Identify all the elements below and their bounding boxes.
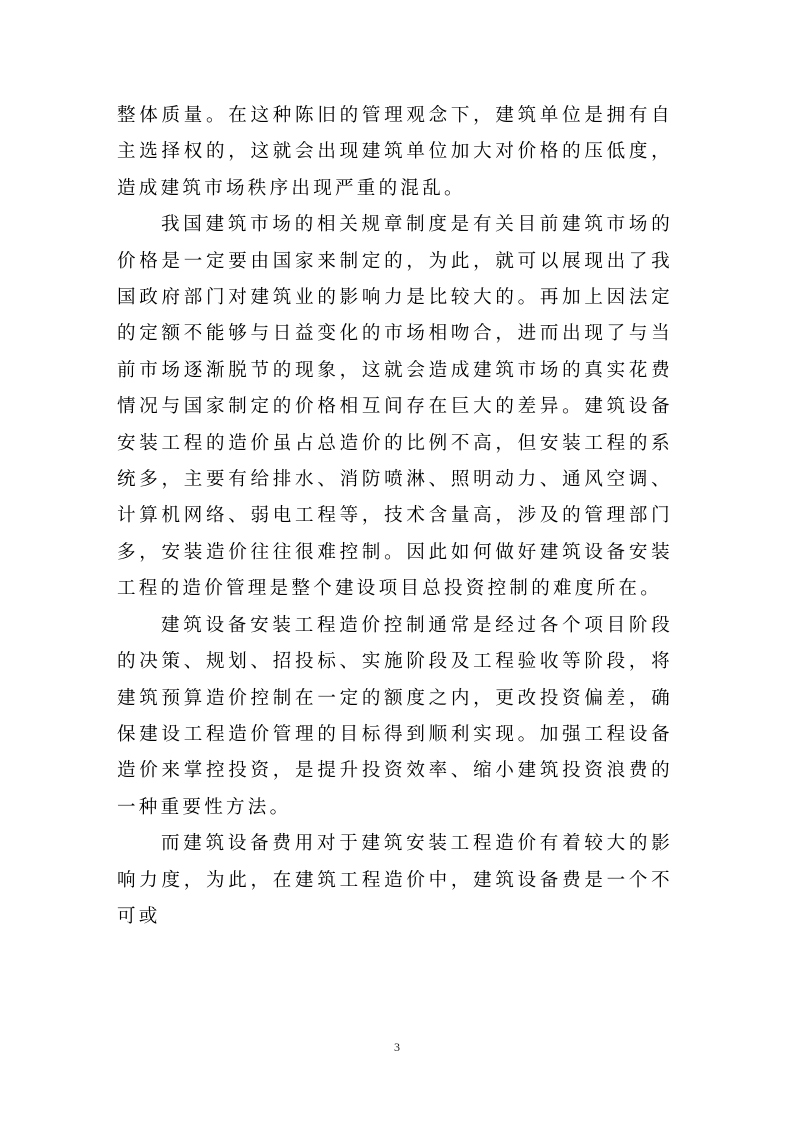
page-number: 3: [394, 1040, 400, 1054]
paragraph-continuation: 整体质量。在这种陈旧的管理观念下，建筑单位是拥有自主选择权的，这就会出现建筑单位加大对价格的压低度，造成建筑市场秩序出现严重的混乱。: [117, 105, 673, 199]
paragraph-equipment-cost: 而建筑设备费用对于建筑安装工程造价有着较大的影响力度，为此，在建筑工程造价中，建筑设备费是一个不可或: [117, 833, 673, 927]
paragraph-price-regulation: 我国建筑市场的相关规章制度是有关目前建筑市场的价格是一定要由国家来制定的，为此，就可以展现出了我国政府部门对建筑业的影响力是比较大的。再加上因法定的定额不能够与日益变化的市场相吻合，进而出现了与当前市场逐渐脱节的现象，这就会造成建筑市场的真实花费情况与国家制定的价格相互间存在巨大的差异。建筑设备安装工程的造价虽占总造价的比例不高，但安装工程的系统多，主要有给排水、消防喷淋、照明动力、通风空调、计算机网络、弱电工程等，技术含量高，涉及的管理部门多，安装造价往往很难控制。因此如何做好建筑设备安装工程的造价管理是整个建设项目总投资控制的难度所在。: [117, 214, 673, 600]
body-text: [117, 98, 673, 935]
paragraph-cost-control: 建筑设备安装工程造价控制通常是经过各个项目阶段的决策、规划、招投标、实施阶段及工程验收等阶段，将建筑预算造价控制在一定的额度之内，更改投资偏差，确保建设工程造价管理的目标得到顺利实现。加强工程设备造价来掌控投资，是提升投资效率、缩小建筑投资浪费的一种重要性方法。: [117, 614, 673, 818]
